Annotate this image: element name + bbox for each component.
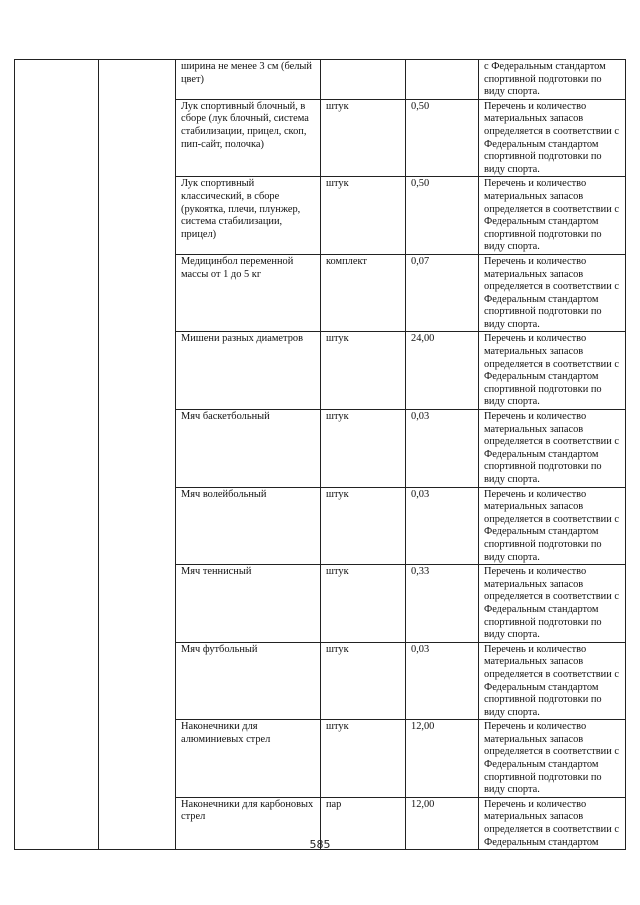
note-cell: Перечень и количество материальных запасов определяется в соответствии с Федеральным стандартом спортивной подготовки по виду спорта.	[479, 99, 626, 177]
unit-cell: штук	[321, 332, 406, 410]
item-name-cell: Мяч баскетбольный	[176, 410, 321, 488]
unit-cell: комплект	[321, 254, 406, 332]
unit-cell: штук	[321, 565, 406, 643]
quantity-cell: 0,03	[406, 642, 479, 720]
equipment-table-body	[15, 60, 626, 850]
quantity-cell: 0,50	[406, 177, 479, 255]
note-cell: Перечень и количество материальных запасов определяется в соответствии с Федеральным стандартом спортивной подготовки по виду спорта.	[479, 410, 626, 488]
item-name-cell: Мяч теннисный	[176, 565, 321, 643]
note-cell: Перечень и количество материальных запасов определяется в соответствии с Федеральным стандартом спортивной подготовки по виду спорта.	[479, 565, 626, 643]
note-cell: Перечень и количество материальных запасов определяется в соответствии с Федеральным стандартом	[479, 797, 626, 849]
unit-cell	[321, 60, 406, 100]
unit-cell: штук	[321, 642, 406, 720]
note-cell: Перечень и количество материальных запасов определяется в соответствии с Федеральным стандартом спортивной подготовки по виду спорта.	[479, 177, 626, 255]
page-number: 585	[309, 838, 331, 851]
quantity-cell: 0,03	[406, 487, 479, 565]
quantity-cell: 0,03	[406, 410, 479, 488]
quantity-cell: 12,00	[406, 797, 479, 849]
quantity-cell: 0,07	[406, 254, 479, 332]
unit-cell: штук	[321, 487, 406, 565]
equipment-table	[14, 59, 626, 850]
item-name-cell: ширина не менее 3 см (белый цвет)	[176, 60, 321, 100]
item-name-cell: Мяч волейбольный	[176, 487, 321, 565]
merged-cell-col2	[99, 60, 176, 850]
quantity-cell: 0,50	[406, 99, 479, 177]
quantity-cell: 24,00	[406, 332, 479, 410]
note-cell: Перечень и количество материальных запасов определяется в соответствии с Федеральным стандартом спортивной подготовки по виду спорта.	[479, 332, 626, 410]
note-cell: с Федеральным стандартом спортивной подготовки по виду спорта.	[479, 60, 626, 100]
unit-cell: штук	[321, 720, 406, 798]
unit-cell: штук	[321, 177, 406, 255]
unit-cell: пар	[321, 797, 406, 849]
item-name-cell: Лук спортивный классический, в сборе (рукоятка, плечи, плунжер, система стабилизации, прицел)	[176, 177, 321, 255]
table-row	[15, 60, 626, 100]
unit-cell: штук	[321, 99, 406, 177]
item-name-cell: Наконечники для алюминиевых стрел	[176, 720, 321, 798]
item-name-cell: Лук спортивный блочный, в сборе (лук блочный, система стабилизации, прицел, скоп, пип-сайт, полочка)	[176, 99, 321, 177]
item-name-cell: Мяч футбольный	[176, 642, 321, 720]
unit-cell: штук	[321, 410, 406, 488]
item-name-cell: Медицинбол переменной массы от 1 до 5 кг	[176, 254, 321, 332]
note-cell: Перечень и количество материальных запасов определяется в соответствии с Федеральным стандартом спортивной подготовки по виду спорта.	[479, 720, 626, 798]
item-name-cell: Наконечники для карбоновых стрел	[176, 797, 321, 849]
quantity-cell	[406, 60, 479, 100]
merged-cell-col1	[15, 60, 99, 850]
quantity-cell: 12,00	[406, 720, 479, 798]
note-cell: Перечень и количество материальных запасов определяется в соответствии с Федеральным стандартом спортивной подготовки по виду спорта.	[479, 487, 626, 565]
quantity-cell: 0,33	[406, 565, 479, 643]
item-name-cell: Мишени разных диаметров	[176, 332, 321, 410]
note-cell: Перечень и количество материальных запасов определяется в соответствии с Федеральным стандартом спортивной подготовки по виду спорта.	[479, 642, 626, 720]
note-cell: Перечень и количество материальных запасов определяется в соответствии с Федеральным стандартом спортивной подготовки по виду спорта.	[479, 254, 626, 332]
